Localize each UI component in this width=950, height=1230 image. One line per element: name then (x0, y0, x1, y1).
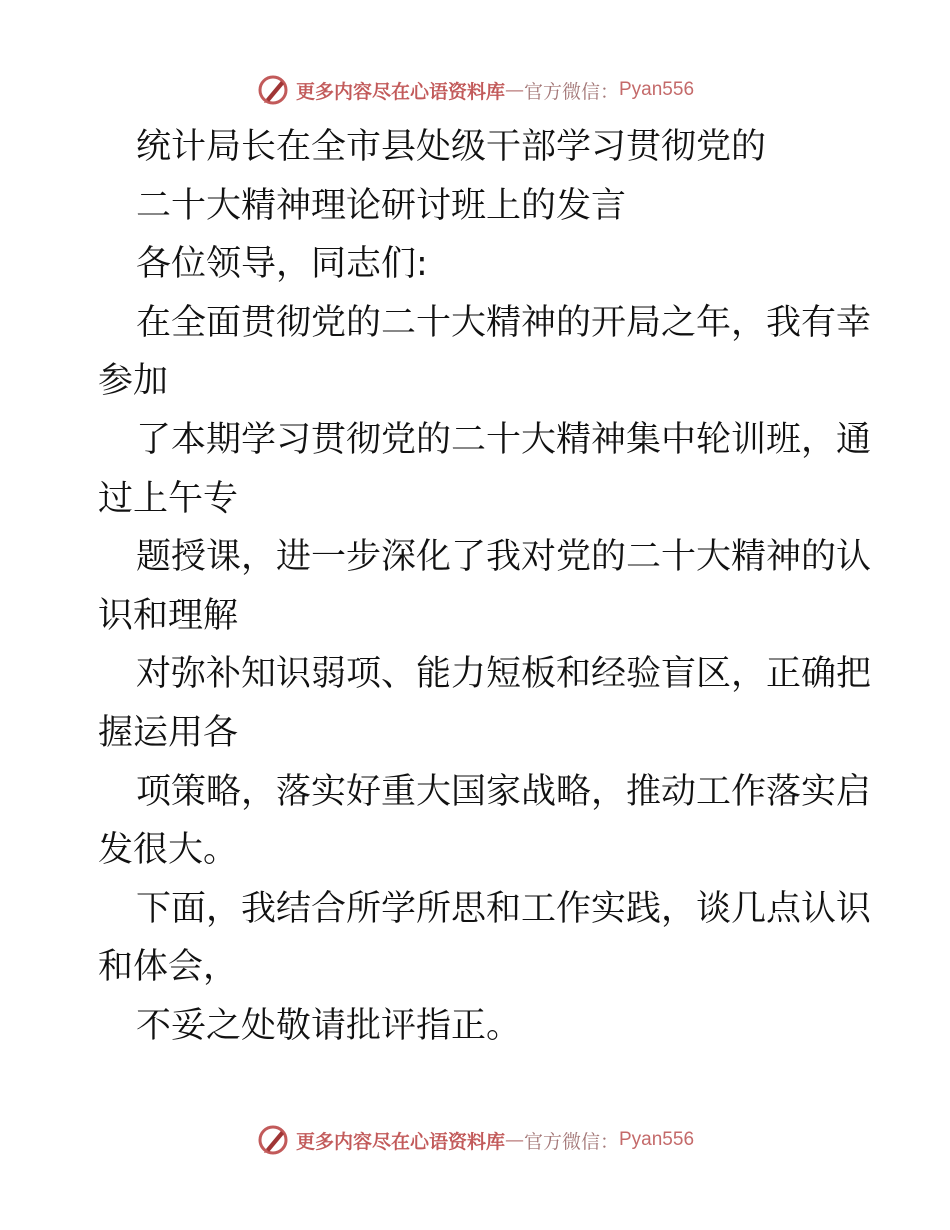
banner-wechat-label: 官方微信： (523, 80, 619, 103)
doc-salutation: 各位领导，同志们: (136, 244, 428, 285)
doc-line: 在全面贯彻党的二十大精神的开局之年，我有幸 (136, 302, 872, 343)
doc-line: 识和理解 (98, 595, 239, 636)
doc-line: 项策略，落实好重大国家战略，推动工作落实启 (136, 771, 872, 812)
doc-line: 握运用各 (98, 712, 239, 753)
doc-line: 不妥之处敬请批评指正。 (136, 1005, 522, 1046)
banner-wechat-id: Pyan556 (619, 1129, 695, 1150)
doc-line: 下面，我结合所学所思和工作实践，谈几点认识 (136, 888, 872, 929)
pen-circle-logo-icon (256, 1123, 290, 1157)
doc-title-line-1: 统计局长在全市县处级干部学习贯彻党的 (136, 127, 767, 167)
doc-line: 过上午专 (98, 478, 239, 519)
doc-line: 参加 (98, 361, 169, 402)
doc-line: 题授课，进一步深化了我对党的二十大精神的认 (136, 537, 872, 578)
doc-line: 和体会， (98, 947, 239, 988)
banner-main-text: 更多内容尽在心语资料库 (295, 1130, 505, 1153)
banner-dash: — (504, 1129, 524, 1151)
header-banner (0, 70, 950, 110)
banner-main-text: 更多内容尽在心语资料库 (295, 80, 505, 103)
footer-banner (0, 1120, 950, 1160)
document-body (98, 118, 872, 1056)
doc-line: 了本期学习贯彻党的二十大精神集中轮训班，通 (136, 419, 872, 460)
doc-line: 对弥补知识弱项、能力短板和经验盲区，正确把 (136, 654, 872, 695)
banner-dash: — (504, 79, 524, 101)
doc-line: 发很大。 (98, 830, 239, 871)
banner-wechat-label: 官方微信： (523, 1130, 619, 1153)
banner-wechat-id: Pyan556 (619, 79, 695, 100)
doc-title-line-2: 二十大精神理论研讨班上的发言 (136, 185, 627, 226)
pen-circle-logo-icon (256, 73, 290, 107)
